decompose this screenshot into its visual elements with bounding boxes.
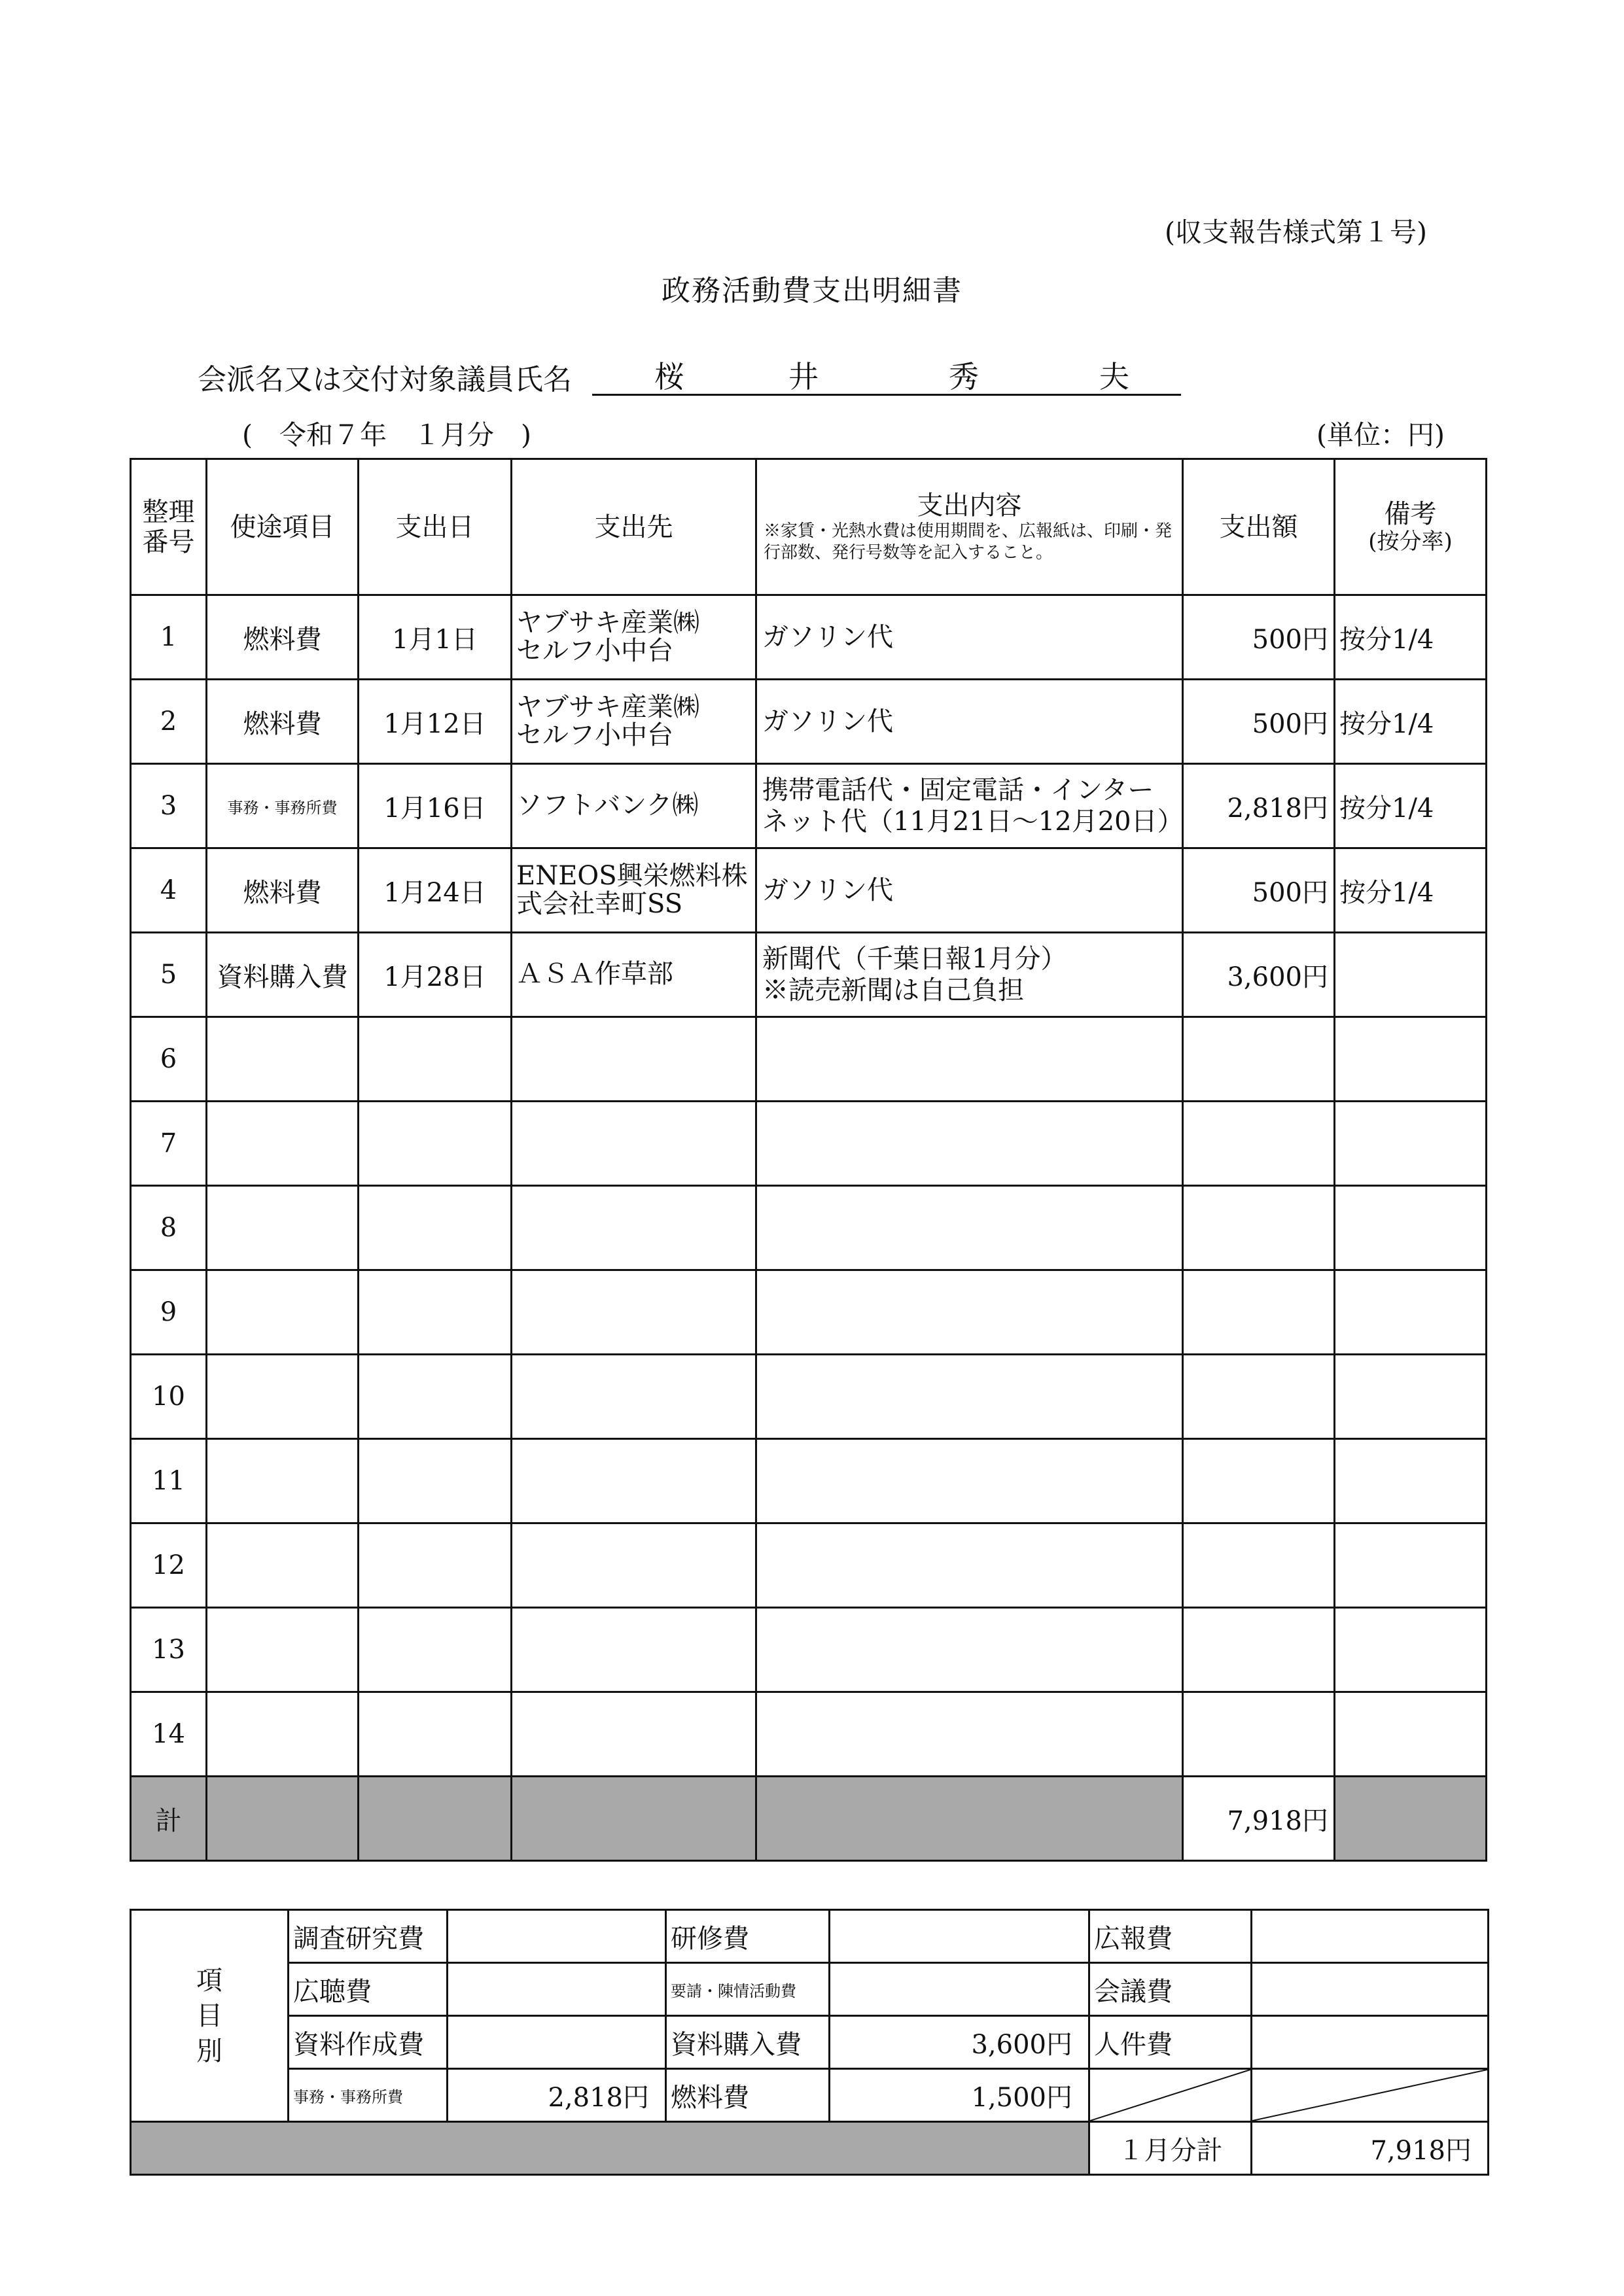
row-amount (1183, 1439, 1335, 1523)
table-header-row (131, 459, 1487, 595)
row-number (131, 848, 207, 933)
category-petition-amount (830, 1963, 1089, 2016)
total-blank (1335, 1777, 1487, 1861)
row-remark-text: 按分1/4 (1339, 877, 1434, 908)
row-number (131, 1692, 207, 1777)
member-name-part: 秀 (949, 359, 979, 394)
category-fuel-amount: 1,500円 (830, 2069, 1089, 2122)
table-row (131, 1439, 1487, 1523)
table-row (131, 595, 1487, 680)
row-content (756, 764, 1183, 848)
table-row (131, 1270, 1487, 1355)
row-content (756, 595, 1183, 680)
table-row (131, 933, 1487, 1017)
row-content-line1: ガソリン代 (762, 875, 893, 905)
header-content-title: 支出内容 (917, 491, 1022, 521)
table-body (131, 595, 1487, 1777)
row-purpose (207, 595, 359, 680)
row-remark (1335, 595, 1487, 680)
report-period: ( 令和７年 １月分 ) (242, 419, 531, 451)
row-remark (1335, 1270, 1487, 1355)
row-content (756, 1523, 1183, 1608)
category-survey: 調査研究費 (289, 1910, 448, 1963)
category-publicity: 広報費 (1089, 1910, 1252, 1963)
row-date (359, 1608, 512, 1692)
row-purpose (207, 1186, 359, 1270)
row-content-line1: 携帯電話代・固定電話・インター (762, 775, 1154, 805)
row-number-text: 8 (160, 1213, 177, 1243)
row-payee (512, 1270, 756, 1355)
row-number (131, 1186, 207, 1270)
row-payee (512, 1186, 756, 1270)
row-purpose (207, 933, 359, 1017)
row-purpose (207, 1270, 359, 1355)
total-blank (512, 1777, 756, 1861)
header-payee: 支出先 (512, 459, 756, 595)
category-training: 研修費 (666, 1910, 830, 1963)
row-remark-text: 按分1/4 (1339, 708, 1434, 739)
row-payee-line1: ＡＳＡ作草部 (516, 959, 673, 990)
row-purpose-text: 燃料費 (243, 708, 322, 739)
row-date (359, 1355, 512, 1439)
row-amount-text: 500円 (1252, 708, 1328, 739)
header-amount: 支出額 (1183, 459, 1335, 595)
category-meeting-amount (1252, 1963, 1489, 2016)
header-purpose: 使途項目 (207, 459, 359, 595)
row-content (756, 1186, 1183, 1270)
category-material-creation: 資料作成費 (289, 2016, 448, 2069)
category-material-creation-amount (448, 2016, 666, 2069)
row-number (131, 1439, 207, 1523)
total-label: 計 (131, 1777, 207, 1861)
unit-label: (単位：円) (1316, 419, 1445, 451)
row-content (756, 680, 1183, 764)
row-content-line1: 新聞代（千葉日報1月分） (762, 944, 1067, 974)
category-personnel-amount (1252, 2016, 1489, 2069)
row-number-text: 14 (152, 1719, 185, 1749)
row-date (359, 595, 512, 680)
row-date (359, 1692, 512, 1777)
row-purpose (207, 764, 359, 848)
row-purpose-text: 事務・事務所費 (227, 798, 338, 817)
row-date (359, 1017, 512, 1102)
row-payee (512, 1355, 756, 1439)
table-row (131, 764, 1487, 848)
row-remark-text: 按分1/4 (1339, 793, 1434, 824)
row-content-line1: ガソリン代 (762, 622, 893, 652)
row-number (131, 1355, 207, 1439)
row-remark (1335, 1523, 1487, 1608)
row-purpose (207, 1608, 359, 1692)
table-row (131, 1186, 1487, 1270)
category-side-label-1: 項 (196, 1965, 222, 1996)
total-blank (756, 1777, 1183, 1861)
row-content (756, 1355, 1183, 1439)
table-row (131, 1355, 1487, 1439)
row-payee (512, 764, 756, 848)
row-number-text: 6 (160, 1044, 177, 1074)
row-payee (512, 1439, 756, 1523)
row-date (359, 1439, 512, 1523)
row-date-text: 1月1日 (392, 624, 478, 655)
category-meeting: 会議費 (1089, 1963, 1252, 2016)
row-purpose (207, 1017, 359, 1102)
total-amount: 7,918円 (1183, 1777, 1335, 1861)
row-amount (1183, 1017, 1335, 1102)
row-remark-text: 按分1/4 (1339, 624, 1434, 655)
header-remark (1335, 459, 1487, 595)
row-amount-text: 500円 (1252, 877, 1328, 908)
row-payee-line1: ソフトバンク㈱ (516, 790, 699, 821)
row-date (359, 1523, 512, 1608)
month-total-amount: 7,918円 (1252, 2122, 1489, 2175)
row-remark (1335, 680, 1487, 764)
row-content (756, 848, 1183, 933)
diagonal-slash-cell (1252, 2069, 1489, 2122)
row-number (131, 1608, 207, 1692)
header-no-line1: 整理 (142, 496, 195, 527)
row-number (131, 1523, 207, 1608)
row-amount-text: 500円 (1252, 624, 1328, 655)
row-amount (1183, 933, 1335, 1017)
row-remark (1335, 1017, 1487, 1102)
row-amount (1183, 1270, 1335, 1355)
category-side-label (131, 1910, 289, 2122)
row-amount (1183, 1608, 1335, 1692)
row-amount-text: 3,600円 (1227, 962, 1328, 992)
row-remark (1335, 764, 1487, 848)
row-number-text: 9 (160, 1297, 177, 1327)
row-amount (1183, 848, 1335, 933)
row-purpose (207, 1355, 359, 1439)
row-payee (512, 680, 756, 764)
row-amount (1183, 1186, 1335, 1270)
row-payee-line2: セルフ小中台 (516, 636, 673, 666)
row-remark (1335, 1439, 1487, 1523)
row-remark (1335, 1608, 1487, 1692)
header-content-note: ※家賃・光熱水費は使用期間を、広報紙は、印刷・発行部数、発行号数等を記入すること。 (764, 521, 1173, 563)
row-number (131, 595, 207, 680)
table-row (131, 1608, 1487, 1692)
row-number-text: 4 (160, 875, 177, 905)
category-office-amount: 2,818円 (448, 2069, 666, 2122)
row-purpose (207, 1523, 359, 1608)
row-content (756, 1692, 1183, 1777)
row-number (131, 1017, 207, 1102)
category-petition: 要請・陳情活動費 (666, 1963, 830, 2016)
row-date (359, 848, 512, 933)
row-number (131, 1102, 207, 1186)
row-date (359, 1186, 512, 1270)
row-payee-line1: ENEOS興栄燃料株 (516, 860, 748, 891)
row-payee (512, 1692, 756, 1777)
row-purpose (207, 1439, 359, 1523)
category-hearing: 広聴費 (289, 1963, 448, 2016)
row-amount (1183, 764, 1335, 848)
category-office: 事務・事務所費 (289, 2069, 448, 2122)
header-remark-sub: (按分率) (1368, 528, 1453, 555)
row-purpose-text: 燃料費 (243, 624, 322, 655)
category-survey-amount (448, 1910, 666, 1963)
row-date (359, 764, 512, 848)
table-row (131, 848, 1487, 933)
diagonal-slash-cell (1089, 2069, 1252, 2122)
category-material-purchase: 資料購入費 (666, 2016, 830, 2069)
row-purpose (207, 1692, 359, 1777)
row-payee (512, 1523, 756, 1608)
table-row (131, 1017, 1487, 1102)
row-number-text: 3 (160, 791, 177, 821)
category-material-purchase-amount: 3,600円 (830, 2016, 1089, 2069)
row-amount (1183, 680, 1335, 764)
row-payee (512, 595, 756, 680)
row-date-text: 1月24日 (383, 877, 486, 908)
row-payee (512, 848, 756, 933)
total-blank (359, 1777, 512, 1861)
row-content (756, 1439, 1183, 1523)
category-fuel: 燃料費 (666, 2069, 830, 2122)
member-name-part: 夫 (1099, 359, 1129, 394)
row-amount-text: 2,818円 (1227, 793, 1328, 824)
row-content (756, 1270, 1183, 1355)
row-number (131, 933, 207, 1017)
category-side-label-3: 別 (196, 2036, 222, 2066)
table-row (131, 680, 1487, 764)
category-side-label-2: 目 (196, 2000, 222, 2031)
row-content-line1: ガソリン代 (762, 706, 893, 737)
row-content-line2: ※読売新聞は自己負担 (762, 975, 1024, 1005)
row-content (756, 1017, 1183, 1102)
row-amount (1183, 595, 1335, 680)
row-number (131, 1270, 207, 1355)
member-name-part: 井 (788, 359, 819, 394)
row-date-text: 1月28日 (383, 962, 486, 992)
expenditure-table (130, 458, 1487, 1862)
row-remark (1335, 933, 1487, 1017)
row-number-text: 10 (152, 1382, 185, 1412)
row-date (359, 933, 512, 1017)
row-amount (1183, 1692, 1335, 1777)
row-content (756, 1608, 1183, 1692)
category-table (130, 1909, 1489, 2176)
table-row (131, 1523, 1487, 1608)
row-number-text: 12 (152, 1550, 185, 1580)
row-payee-line2: 式会社幸町SS (516, 889, 683, 919)
total-blank (207, 1777, 359, 1861)
row-purpose (207, 1102, 359, 1186)
header-no-line2: 番号 (142, 527, 195, 557)
row-purpose (207, 848, 359, 933)
row-amount (1183, 1102, 1335, 1186)
name-label: 会派名又は交付対象議員氏名 (198, 363, 572, 396)
row-date (359, 1102, 512, 1186)
category-total-blank (131, 2122, 1089, 2175)
diagonal-slash-icon (1252, 2070, 1487, 2121)
row-date (359, 680, 512, 764)
row-number (131, 764, 207, 848)
row-payee-line1: ヤブサキ産業㈱ (516, 691, 699, 722)
diagonal-slash-icon (1090, 2070, 1250, 2121)
member-name-part: 桜 (654, 359, 684, 394)
row-content-line2: ネット代（11月21日～12月20日） (762, 807, 1184, 837)
table-row (131, 1102, 1487, 1186)
total-row (131, 1777, 1487, 1861)
header-date: 支出日 (359, 459, 512, 595)
row-purpose-text: 資料購入費 (217, 962, 348, 992)
row-number-text: 7 (160, 1128, 177, 1158)
header-no (131, 459, 207, 595)
row-remark (1335, 1186, 1487, 1270)
row-payee (512, 933, 756, 1017)
row-remark (1335, 1692, 1487, 1777)
row-purpose (207, 680, 359, 764)
row-number-text: 1 (160, 622, 177, 652)
table-row (131, 1692, 1487, 1777)
row-purpose-text: 燃料費 (243, 877, 322, 908)
row-amount (1183, 1355, 1335, 1439)
category-personnel: 人件費 (1089, 2016, 1252, 2069)
category-training-amount (830, 1910, 1089, 1963)
row-payee (512, 1608, 756, 1692)
form-number: (収支報告様式第１号) (1165, 217, 1427, 248)
row-payee (512, 1017, 756, 1102)
document-title: 政務活動費支出明細書 (662, 274, 962, 307)
category-publicity-amount (1252, 1910, 1489, 1963)
row-remark (1335, 1355, 1487, 1439)
row-date-text: 1月16日 (383, 793, 486, 824)
row-payee-line2: セルフ小中台 (516, 720, 673, 750)
row-amount (1183, 1523, 1335, 1608)
row-number-text: 2 (160, 706, 177, 737)
row-payee-line1: ヤブサキ産業㈱ (516, 607, 699, 638)
row-content (756, 933, 1183, 1017)
row-remark (1335, 848, 1487, 933)
row-number-text: 5 (160, 960, 177, 990)
row-number-text: 13 (152, 1635, 185, 1665)
row-payee (512, 1102, 756, 1186)
header-content (756, 459, 1183, 595)
row-content (756, 1102, 1183, 1186)
month-total-label: １月分計 (1089, 2122, 1252, 2175)
row-remark (1335, 1102, 1487, 1186)
category-hearing-amount (448, 1963, 666, 2016)
header-remark-title: 備考 (1384, 498, 1437, 529)
row-date-text: 1月12日 (383, 708, 486, 739)
row-number (131, 680, 207, 764)
row-number-text: 11 (152, 1466, 185, 1496)
row-date (359, 1270, 512, 1355)
